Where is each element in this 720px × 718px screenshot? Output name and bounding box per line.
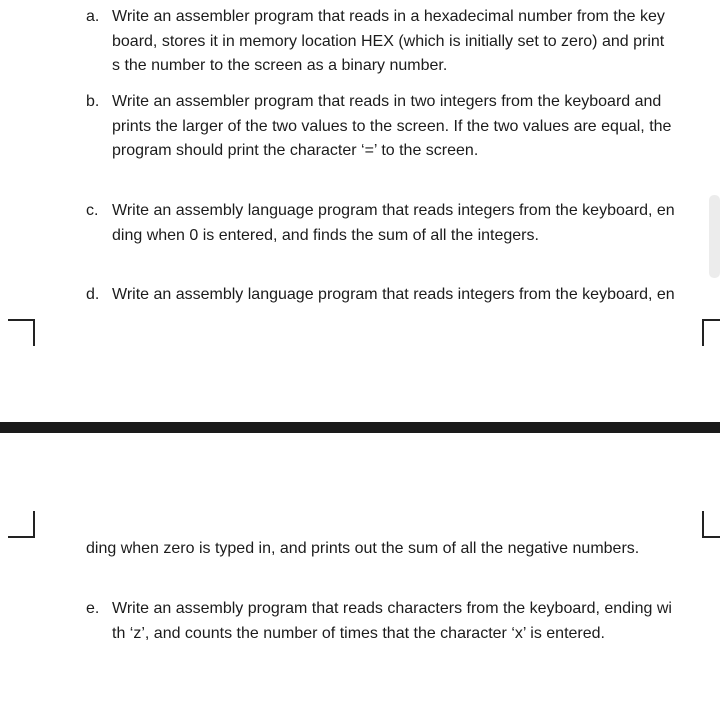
text-line: ding when 0 is entered, and finds the sum of all the integers. (112, 226, 539, 244)
list-item-b (86, 90, 706, 164)
text-line: Write an assembler program that reads in a hexadecimal number from the key (112, 8, 665, 25)
page-corner-mark-top-left (8, 319, 35, 346)
item-d-continuation: ding when zero is typed in, and prints out the sum of all the negative numbers. (86, 540, 640, 557)
page-corner-mark-bottom-right (702, 511, 720, 538)
text-line: s the number to the screen as a binary number. (112, 57, 448, 74)
text-line: Write an assembly language program that reads integers from the keyboard, en (112, 202, 675, 219)
scrollbar-thumb[interactable] (709, 195, 720, 278)
text-line: board, stores it in memory location HEX (which is initially set to zero) and print (112, 32, 665, 50)
item-text (112, 5, 706, 79)
text-line: Write an assembly program that reads characters from the keyboard, ending wi (112, 600, 672, 617)
page-corner-mark-top-right (702, 319, 720, 346)
item-text (112, 90, 706, 164)
text-line: Write an assembly language program that reads integers from the keyboard, en (112, 286, 675, 303)
page-corner-mark-bottom-left (8, 511, 35, 538)
page-divider (0, 422, 720, 433)
item-text (112, 283, 706, 308)
text-line: th ‘z’, and counts the number of times that the character ‘x’ is entered. (112, 624, 605, 642)
list-item-a (86, 5, 706, 79)
item-marker: e. (86, 600, 100, 617)
item-text (112, 597, 706, 646)
list-item-e (86, 597, 706, 646)
list-item-d (86, 283, 706, 308)
item-marker: d. (86, 286, 100, 303)
text-line: prints the larger of the two values to the screen. If the two values are equal, the (112, 117, 672, 135)
item-marker: c. (86, 202, 99, 219)
item-marker: a. (86, 8, 100, 25)
item-text (112, 199, 706, 248)
item-marker: b. (86, 93, 100, 110)
text-line: Write an assembler program that reads in two integers from the keyboard and (112, 93, 662, 110)
text-line: program should print the character ‘=’ to the screen. (112, 142, 479, 159)
list-item-c (86, 199, 706, 248)
